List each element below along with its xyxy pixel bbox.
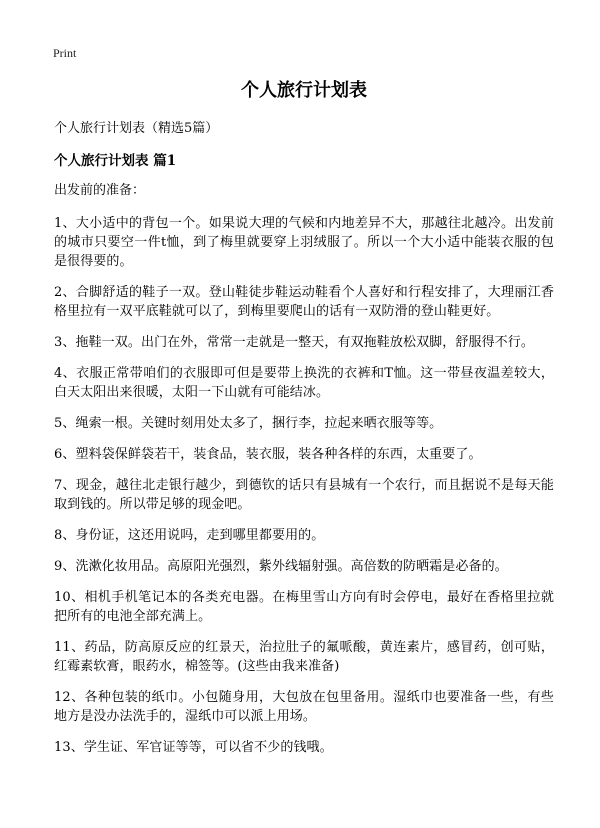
document-subtitle: 个人旅行计划表（精选5篇） <box>54 121 219 136</box>
intro-text: 出发前的准备： <box>54 183 146 198</box>
document-page <box>54 78 554 769</box>
list-item: 12、各种包装的纸巾。小包随身用，大包放在包里备用。湿纸巾也要准备一些，有些地方是没办法洗手的，湿纸巾可以派上用场。 <box>54 690 554 724</box>
list-item: 2、合脚舒适的鞋子一双。登山鞋徒步鞋运动鞋看个人喜好和行程安排了，大理丽江香格里拉有一双平底鞋就可以了，到梅里要爬山的话有一双防滑的登山鞋更好。 <box>54 285 554 319</box>
section-heading: 个人旅行计划表 篇1 <box>54 153 177 169</box>
list-item: 7、现金，越往北走银行越少，到德钦的话只有县城有一个农行，而且据说不是每天能取到钱的。所以带足够的现金吧。 <box>54 478 554 512</box>
list-item: 3、拖鞋一双。出门在外，常常一走就是一整天，有双拖鞋放松双脚，舒服得不行。 <box>54 335 534 350</box>
list-item: 6、塑料袋保鲜袋若干，装食品，装衣服，装各种各样的东西，太重要了。 <box>54 447 482 462</box>
list-item: 10、相机手机笔记本的各类充电器。在梅里雪山方向有时会停电，最好在香格里拉就把所有的电池全部充满上。 <box>54 590 554 624</box>
list-item: 4、衣服正常带咱们的衣服即可但是要带上换洗的衣裤和T恤。这一带昼夜温差较大，白天太阳出来很暖，太阳一下山就有可能结冰。 <box>54 366 554 400</box>
list-item: 13、学生证、军官证等等，可以省不少的钱哦。 <box>54 740 333 755</box>
list-item: 9、洗漱化妆用品。高原阳光强烈，紫外线辐射强。高倍数的防晒霜是必备的。 <box>54 559 508 574</box>
document-title: 个人旅行计划表 <box>241 80 367 101</box>
list-item: 11、药品，防高原反应的红景天，治拉肚子的氟哌酸，黄连素片，感冒药，创可贴，红霉素软膏，眼药水，棉签等。(这些由我来准备) <box>54 640 554 674</box>
list-item: 5、绳索一根。关键时刻用处太多了，捆行李，拉起来晒衣服等等。 <box>54 416 443 431</box>
list-item: 8、身份证，这还用说吗，走到哪里都要用的。 <box>54 528 325 543</box>
list-item: 1、大小适中的背包一个。如果说大理的气候和内地差异不大，那越往北越冷。出发前的城市只要空一件t恤，到了梅里就要穿上羽绒服了。所以一个大小适中能装衣服的包是很得要的。 <box>54 216 554 269</box>
print-link[interactable]: Print <box>53 46 77 60</box>
